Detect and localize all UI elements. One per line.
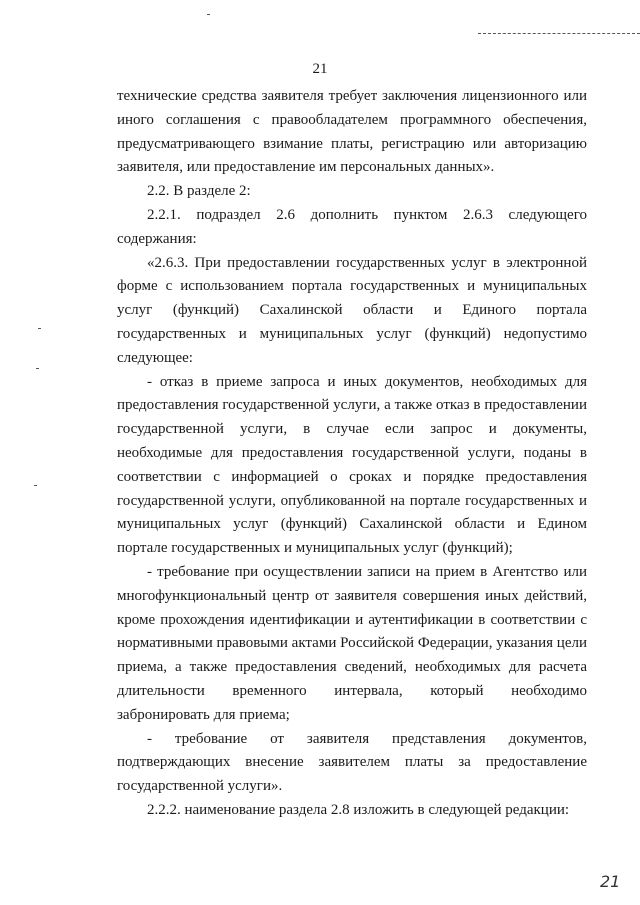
paragraph-2-2-2: 2.2.2. наименование раздела 2.8 изложить в следующей редакции: (147, 801, 570, 818)
scan-speck (38, 328, 41, 329)
paragraph-section-2-2: 2.2. В разделе 2: (147, 183, 251, 200)
scan-speck (34, 485, 37, 486)
document-body (117, 85, 587, 823)
list-item-refusal: - отказ в приеме запроса и иных документов, необходимых для предоставления государственной услуги, а также отказ в предоставлении государственной услуги, в случае если запрос и документы, необходимые для предоставления государственной услуги, поданы в соответствии с информацией о сроках и порядке предоставления государственной услуги, опубликованной на портале государственных и муниципальных услуг (функций) Сахалинской области и Едином портале государственных и муниципальных услуг (функций); (117, 373, 587, 557)
scan-speck (36, 368, 39, 369)
paragraph-continuation: технические средства заявителя требует заключения лицензионного или иного соглашения с правообладателем программного обеспечения, предусматривающего взимание платы, регистрацию или авторизацию заявителя, или предоставление им персональных данных». (117, 88, 587, 176)
paragraph-2-2-1: 2.2.1. подраздел 2.6 дополнить пунктом 2.6.3 следующего содержания: (117, 206, 587, 247)
list-item-payment-documents: - требование от заявителя представления документов, подтверждающих внесение заявителем платы за предоставление государственной услуги». (117, 730, 587, 795)
page-number: 21 (312, 61, 328, 77)
top-edge-line (478, 33, 640, 34)
scan-speck (207, 14, 210, 15)
list-item-appointment-requirement: - требование при осуществлении записи на прием в Агентство или многофункциональный центр от заявителя совершения иных действий, кроме прохождения идентификации и аутентификации в соответствии с нормативными правовыми актами Российской Федерации, указания цели приема, а также предоставления сведений, необходимых для расчета длительности временного интервала, который необходимо забронировать для приема; (117, 563, 587, 723)
handwritten-page-number: 21 (600, 872, 621, 891)
paragraph-2-6-3: «2.6.3. При предоставлении государственных услуг в электронной форме с использованием портала государственных и муниципальных услуг (функций) Сахалинской области и Единого портала государственных и муниципальных услуг (функций) недопустимо следующее: (117, 254, 587, 366)
